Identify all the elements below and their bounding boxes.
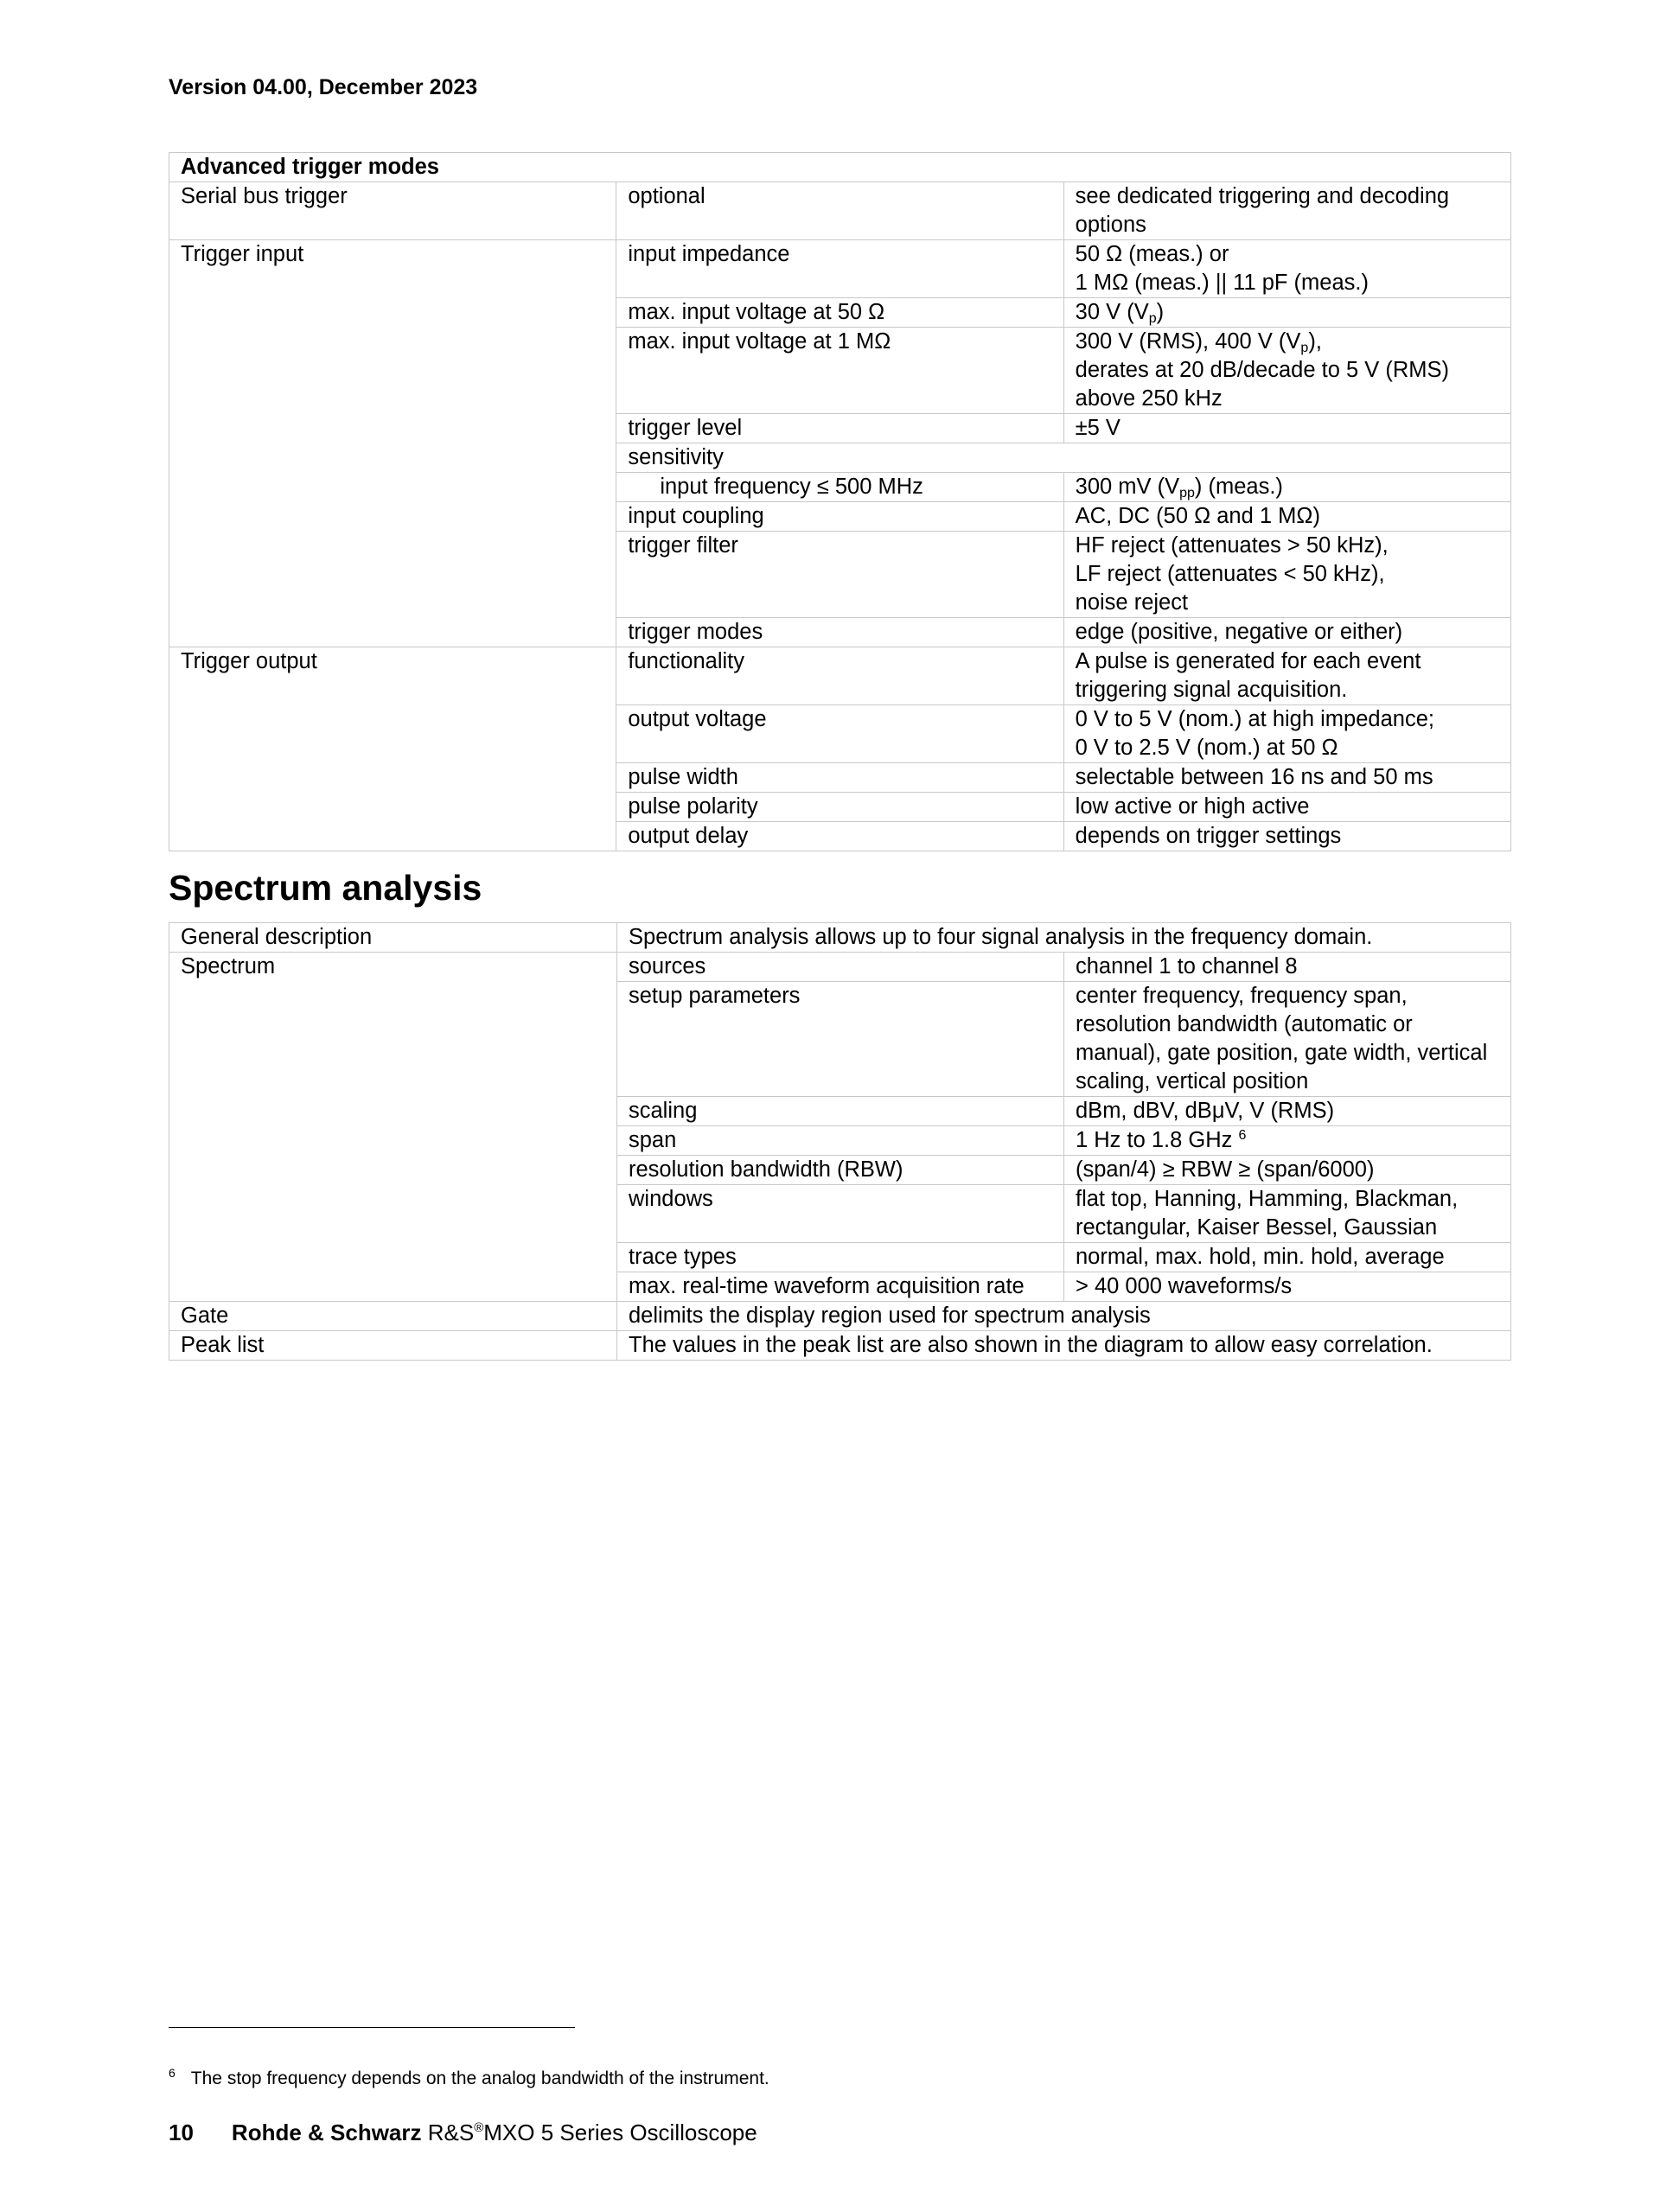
param-name: setup parameters xyxy=(617,982,1064,1097)
table-row xyxy=(169,182,1511,240)
param-name: input impedance xyxy=(616,240,1063,298)
table-row xyxy=(169,414,1511,443)
param-value: low active or high active xyxy=(1063,793,1510,822)
footnote-text: The stop frequency depends on the analog bandwidth of the instrument. xyxy=(190,2069,769,2088)
param-value: > 40 000 waveforms/s xyxy=(1064,1272,1511,1302)
table-row xyxy=(169,1243,1511,1272)
param-value: channel 1 to channel 8 xyxy=(1064,953,1511,982)
param-name: pulse polarity xyxy=(616,793,1063,822)
table-row xyxy=(169,618,1511,647)
param-name: output voltage xyxy=(616,705,1063,763)
footnote-reference: 6 xyxy=(1238,1128,1247,1143)
table-header-row xyxy=(169,153,1511,182)
row-label: Gate xyxy=(169,1302,617,1331)
table-row xyxy=(169,647,1511,705)
param-name: max. input voltage at 1 MΩ xyxy=(616,328,1063,414)
table-row xyxy=(169,473,1511,502)
param-value: A pulse is generated for each event triggering signal acquisition. xyxy=(1063,647,1510,705)
table-row xyxy=(169,502,1511,532)
row-label: Trigger input xyxy=(169,240,616,298)
param-name: max. real-time waveform acquisition rate xyxy=(617,1272,1064,1302)
table-title: Advanced trigger modes xyxy=(169,153,1511,182)
param-value: 50 Ω (meas.) or 1 MΩ (meas.) || 11 pF (meas.) xyxy=(1063,240,1510,298)
param-name: sensitivity xyxy=(616,443,1511,473)
param-value: 30 V $(V_p)$ xyxy=(1063,298,1510,328)
param-value: selectable between 16 ns and 50 ms xyxy=(1063,763,1510,793)
param-name: input frequency ≤ 500 MHz xyxy=(616,473,1063,502)
table-row xyxy=(169,1156,1511,1185)
footnote xyxy=(169,2062,769,2090)
param-name: max. input voltage at 50 Ω xyxy=(616,298,1063,328)
table-row xyxy=(169,328,1511,414)
spectrum-analysis-table xyxy=(169,922,1511,1361)
footnote-divider xyxy=(169,2027,575,2028)
param-value: 300 mV $(V_{pp})$ (meas.) xyxy=(1063,473,1510,502)
table-row xyxy=(169,705,1511,763)
table-row xyxy=(169,793,1511,822)
param-name: resolution bandwidth (RBW) xyxy=(617,1156,1064,1185)
param-name: optional xyxy=(616,182,1063,240)
table-row xyxy=(169,1331,1511,1361)
param-name: span xyxy=(617,1126,1064,1156)
param-value: ±5 V xyxy=(1063,414,1510,443)
row-label: Peak list xyxy=(169,1331,617,1361)
param-value: edge (positive, negative or either) xyxy=(1063,618,1510,647)
param-name: functionality xyxy=(616,647,1063,705)
param-value: The values in the peak list are also shown in the diagram to allow easy correlation. xyxy=(617,1331,1511,1361)
table-row xyxy=(169,532,1511,618)
param-value: (span/4) ≥ RBW ≥ (span/6000) xyxy=(1064,1156,1511,1185)
table-row xyxy=(169,1185,1511,1243)
param-value: HF reject (attenuates > 50 kHz), LF reject (attenuates < 50 kHz), noise reject xyxy=(1063,532,1510,618)
param-value: see dedicated triggering and decoding options xyxy=(1063,182,1510,240)
section-heading: Spectrum analysis xyxy=(169,868,482,908)
table-row xyxy=(169,1272,1511,1302)
param-value: delimits the display region used for spectrum analysis xyxy=(617,1302,1511,1331)
param-name: sources xyxy=(617,953,1064,982)
param-name: windows xyxy=(617,1185,1064,1243)
param-name: pulse width xyxy=(616,763,1063,793)
page-number: 10 xyxy=(169,2120,194,2145)
param-value: normal, max. hold, min. hold, average xyxy=(1064,1243,1511,1272)
param-value: AC, DC (50 Ω and 1 MΩ) xyxy=(1063,502,1510,532)
param-name: scaling xyxy=(617,1097,1064,1126)
param-name: trigger level xyxy=(616,414,1063,443)
brand-name: Rohde & Schwarz xyxy=(231,2120,422,2145)
page-footer xyxy=(169,2119,757,2146)
row-label: General description xyxy=(169,923,617,953)
param-value: 300 V (RMS), 400 V $(V_p)$, derates at 20 dB/decade to 5 V (RMS) above 250 kHz xyxy=(1063,328,1510,414)
param-value: Spectrum analysis allows up to four signal analysis in the frequency domain. xyxy=(617,923,1511,953)
param-name: input coupling xyxy=(616,502,1063,532)
row-label: Serial bus trigger xyxy=(169,182,616,240)
document-version: Version 04.00, December 2023 xyxy=(169,75,478,99)
param-value: center frequency, frequency span, resolution bandwidth (automatic or manual), gate position, gate width, vertical scaling, vertical position xyxy=(1064,982,1511,1097)
table-row xyxy=(169,298,1511,328)
param-value: depends on trigger settings xyxy=(1063,822,1510,851)
table-row xyxy=(169,240,1511,298)
param-value: dBm, dBV, dBμV, V (RMS) xyxy=(1064,1097,1511,1126)
param-name: trigger filter xyxy=(616,532,1063,618)
product-name: R&S®MXO 5 Series Oscilloscope xyxy=(421,2120,757,2145)
footnote-mark: 6 xyxy=(169,2066,176,2080)
param-name: output delay xyxy=(616,822,1063,851)
table-row xyxy=(169,822,1511,851)
table-row xyxy=(169,923,1511,953)
table-row xyxy=(169,443,1511,473)
table-row xyxy=(169,1302,1511,1331)
row-label: Spectrum xyxy=(169,953,617,982)
param-value: 1 Hz to 1.8 GHz $^6$ xyxy=(1064,1126,1511,1156)
param-value: 0 V to 5 V (nom.) at high impedance; 0 V to 2.5 V (nom.) at 50 Ω xyxy=(1063,705,1510,763)
table-row xyxy=(169,953,1511,982)
param-name: trigger modes xyxy=(616,618,1063,647)
param-value: flat top, Hanning, Hamming, Blackman, rectangular, Kaiser Bessel, Gaussian xyxy=(1064,1185,1511,1243)
table-row xyxy=(169,982,1511,1097)
advanced-trigger-modes-table xyxy=(169,152,1511,851)
row-label: Trigger output xyxy=(169,647,616,705)
table-row xyxy=(169,1097,1511,1126)
param-name: trace types xyxy=(617,1243,1064,1272)
table-row xyxy=(169,763,1511,793)
table-row xyxy=(169,1126,1511,1156)
